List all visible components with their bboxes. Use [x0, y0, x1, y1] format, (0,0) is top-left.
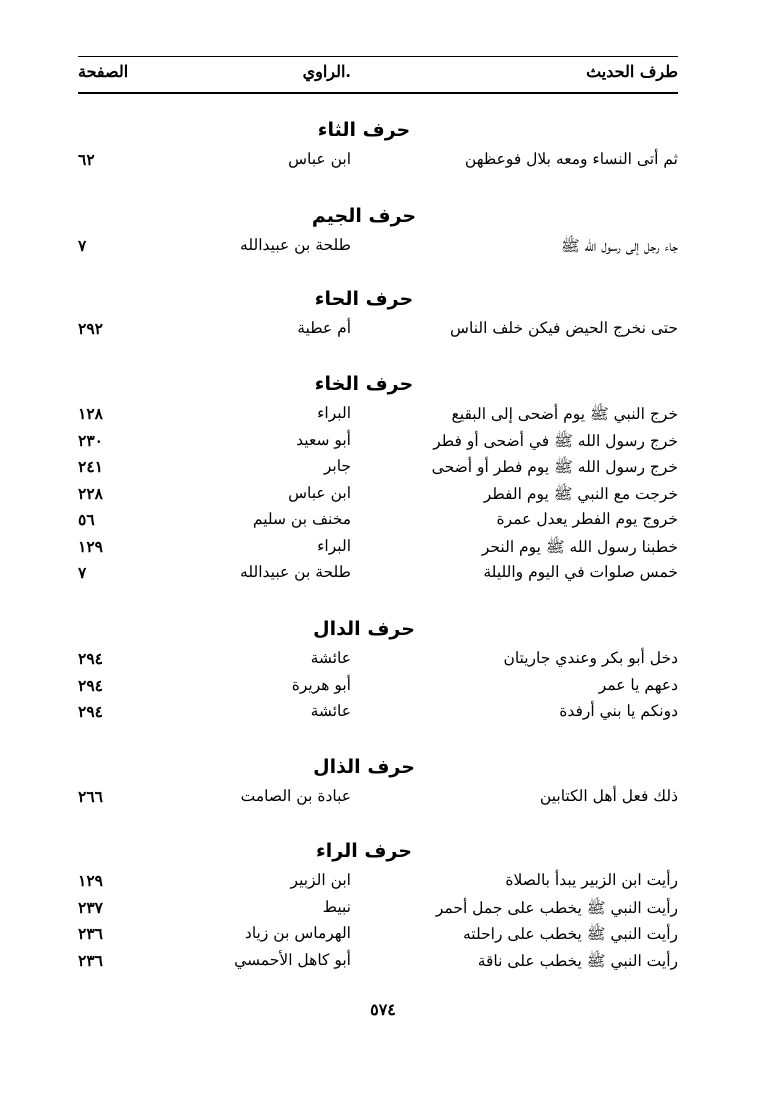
index-row — [78, 537, 678, 564]
page-ref: ٢٦٦ — [78, 787, 103, 806]
index-row — [78, 457, 678, 484]
narrator: عائشة — [310, 649, 351, 667]
narrator: أم عطية — [297, 319, 351, 337]
narrator: الهرماس بن زياد — [244, 924, 351, 942]
narrator: ابن الزبير — [290, 871, 351, 889]
hadith-text: رأيت النبي ﷺ يخطب على جمل أحمر — [435, 898, 678, 917]
narrator: عبادة بن الصامت — [240, 787, 351, 805]
hadith-text: رأيت النبي ﷺ يخطب على ناقة — [477, 951, 678, 970]
hadith-text: ذلك فعل أهل الكتابين — [539, 787, 678, 805]
page-ref: ١٢٩ — [78, 536, 103, 556]
letter-section — [78, 202, 678, 263]
page-ref: ٢٣٧ — [78, 897, 103, 917]
section-title: حرف الراء — [316, 840, 412, 862]
index-row — [78, 702, 678, 729]
hadith-text: دونكم يا بني أرفدة — [559, 702, 678, 720]
index-row — [78, 898, 678, 925]
page-ref: ٢٩٤ — [78, 675, 103, 695]
hadith-text: ثم أتى النساء ومعه بلال فوعظهن — [464, 150, 678, 168]
narrator: طلحة بن عبيدالله — [240, 236, 351, 254]
hadith-text: خطبنا رسول الله ﷺ يوم النحر — [481, 537, 678, 556]
index-row — [78, 924, 678, 951]
page-ref: ٢٣٦ — [78, 950, 103, 970]
letter-section — [78, 285, 678, 346]
page-ref: ٢٤١ — [78, 457, 103, 476]
page-ref: ٦٢ — [78, 150, 95, 169]
table-header — [78, 62, 678, 86]
hadith-text: خروج يوم الفطر يعدل عمرة — [496, 510, 678, 528]
index-row — [78, 404, 678, 431]
page-ref: ٧ — [78, 563, 87, 582]
section-title: حرف الذال — [313, 756, 415, 778]
index-row — [78, 951, 678, 978]
letter-section — [78, 837, 678, 977]
index-row — [78, 319, 678, 346]
index-row — [78, 563, 678, 590]
section-title: حرف الثاء — [317, 119, 411, 141]
section-title: حرف الحاء — [314, 288, 414, 310]
letter-section — [78, 615, 678, 729]
narrator: طلحة بن عبيدالله — [240, 563, 351, 581]
hadith-text: رأيت ابن الزبير يبدأ بالصلاة — [505, 871, 678, 889]
page-ref: ٧ — [78, 236, 87, 255]
page-ref: ٢٩٤ — [78, 702, 103, 721]
hadith-text: دخل أبو بكر وعندي جاريتان — [503, 649, 678, 667]
page-ref: ٢٩٤ — [78, 649, 103, 668]
narrator: نبيط — [322, 897, 351, 916]
section-title: حرف الجيم — [311, 205, 417, 227]
page-ref: ٥٦ — [78, 510, 95, 529]
page-number: ٥٧٤ — [370, 1000, 396, 1019]
index-row — [78, 871, 678, 898]
header-hadith-column: طرف الحديث — [586, 62, 678, 81]
header-narrator-column: .الراوي — [302, 62, 351, 81]
index-row — [78, 150, 678, 177]
hadith-text: خمس صلوات في اليوم والليلة — [483, 563, 678, 581]
index-row — [78, 484, 678, 511]
page-ref: ١٢٨ — [78, 404, 103, 423]
page-ref: ٢٣٠ — [78, 430, 103, 450]
narrator: مخنف بن سليم — [252, 510, 351, 528]
page-ref: ٢٢٨ — [78, 483, 103, 503]
letter-section — [78, 753, 678, 814]
page-ref: ٢٣٦ — [78, 924, 103, 943]
page-ref: ١٢٩ — [78, 871, 103, 890]
narrator: أبو سعيد — [296, 430, 351, 449]
section-title: حرف الخاء — [314, 373, 414, 395]
index-row — [78, 676, 678, 703]
index-row — [78, 236, 678, 263]
index-row — [78, 431, 678, 458]
index-row — [78, 649, 678, 676]
narrator: أبو هريرة — [291, 675, 351, 694]
narrator: عائشة — [310, 702, 351, 720]
letter-section — [78, 116, 678, 177]
hadith-text: خرج النبي ﷺ يوم أضحى إلى البقيع — [451, 405, 678, 423]
hadith-text: خرج رسول الله ﷺ في أضحى أو فطر — [433, 431, 678, 450]
narrator: جابر — [323, 457, 351, 475]
letter-section — [78, 370, 678, 590]
hadith-text: خرج رسول الله ﷺ يوم فطر أو أضحى — [431, 458, 678, 476]
header-top-rule — [78, 56, 678, 57]
index-row — [78, 510, 678, 537]
header-bottom-rule — [78, 92, 678, 94]
hadith-text: جاء رجل إلى رسول الله ﷺ — [561, 237, 678, 255]
header-page-column: الصفحة — [78, 62, 129, 81]
section-title: حرف الدال — [313, 618, 415, 640]
page-ref: ٢٩٢ — [78, 319, 103, 338]
narrator: ابن عباس — [288, 150, 351, 168]
narrator: البراء — [317, 404, 351, 422]
index-row — [78, 787, 678, 814]
hadith-text: حتى نخرج الحيض فيكن خلف الناس — [450, 319, 678, 337]
narrator: البراء — [317, 536, 351, 555]
narrator: أبو كاهل الأحمسي — [234, 950, 351, 969]
narrator: ابن عباس — [288, 483, 351, 502]
hadith-text: خرجت مع النبي ﷺ يوم الفطر — [483, 484, 678, 503]
hadith-text: دعهم يا عمر — [598, 675, 678, 694]
hadith-text: رأيت النبي ﷺ يخطب على راحلته — [462, 925, 678, 943]
